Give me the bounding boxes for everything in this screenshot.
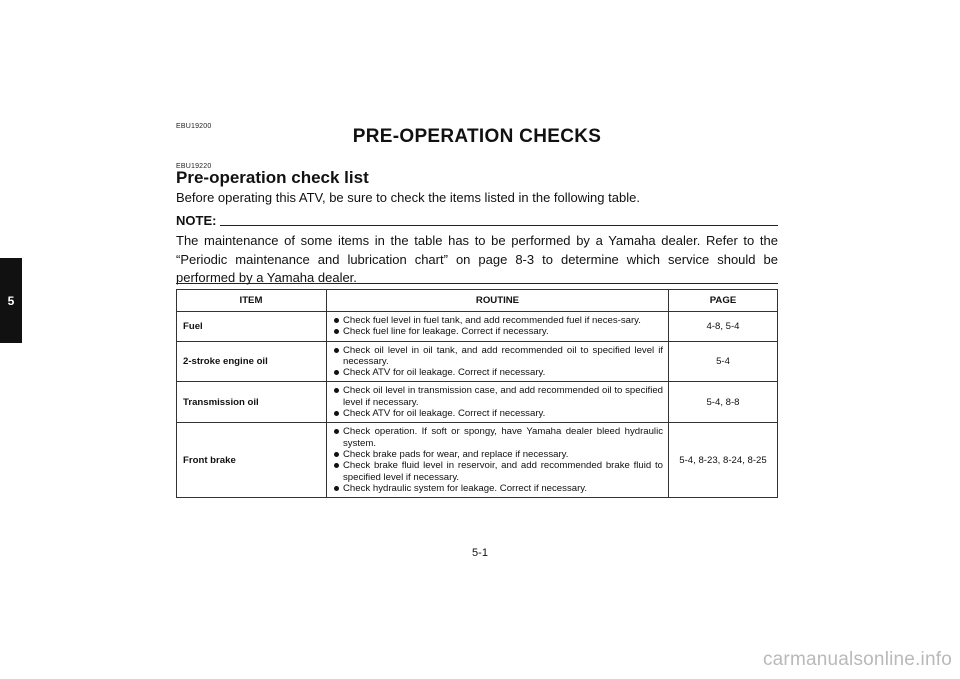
header-page: PAGE	[669, 290, 778, 312]
header-item: ITEM	[177, 290, 327, 312]
header-routine: ROUTINE	[327, 290, 669, 312]
routine-cell	[327, 341, 669, 382]
table-row	[177, 382, 778, 423]
bullet-icon	[334, 486, 339, 491]
bullet-icon	[334, 452, 339, 457]
note-label: NOTE:	[176, 213, 217, 228]
routine-cell	[327, 312, 669, 342]
page-cell: 5-4	[669, 341, 778, 382]
routine-step: Check brake fluid level in reservoir, and add recommended brake fluid to specified level if necessary.	[333, 460, 663, 483]
note-rule	[220, 225, 778, 226]
page-cell: 5-4, 8-8	[669, 382, 778, 423]
section-code: EBU19220	[176, 163, 212, 170]
page-number: 5-1	[472, 547, 488, 559]
routine-step: Check ATV for oil leakage. Correct if necessary.	[333, 367, 663, 378]
routine-step: Check operation. If soft or spongy, have Yamaha dealer bleed hydraulic system.	[333, 426, 663, 449]
bullet-icon	[334, 329, 339, 334]
page-cell: 4-8, 5-4	[669, 312, 778, 342]
routine-step: Check ATV for oil leakage. Correct if necessary.	[333, 408, 663, 419]
item-cell: Transmission oil	[177, 382, 327, 423]
bullet-icon	[334, 463, 339, 468]
routine-step: Check brake pads for wear, and replace if necessary.	[333, 449, 663, 460]
table-row	[177, 341, 778, 382]
chapter-tab: 5	[0, 258, 22, 343]
section-title: Pre-operation check list	[176, 168, 369, 187]
note-end-rule	[176, 283, 778, 284]
intro-text: Before operating this ATV, be sure to check the items listed in the following table.	[176, 190, 640, 205]
table-row	[177, 423, 778, 498]
pre-operation-check-table	[176, 289, 778, 498]
routine-step: Check fuel line for leakage. Correct if necessary.	[333, 326, 663, 337]
item-cell: Front brake	[177, 423, 327, 498]
bullet-icon	[334, 411, 339, 416]
routine-step: Check oil level in oil tank, and add recommended oil to specified level if necessary.	[333, 345, 663, 368]
note-header	[176, 214, 778, 228]
bullet-icon	[334, 318, 339, 323]
page-cell: 5-4, 8-23, 8-24, 8-25	[669, 423, 778, 498]
routine-step: Check fuel level in fuel tank, and add recommended fuel if neces-sary.	[333, 315, 663, 326]
bullet-icon	[334, 370, 339, 375]
chapter-code: EBU19200	[176, 123, 212, 130]
page-title: PRE-OPERATION CHECKS	[352, 126, 602, 147]
routine-cell	[327, 423, 669, 498]
watermark: carmanualsonline.info	[762, 649, 952, 670]
table-header-row	[177, 290, 778, 312]
bullet-icon	[334, 388, 339, 393]
item-cell: 2-stroke engine oil	[177, 341, 327, 382]
bullet-icon	[334, 348, 339, 353]
routine-step: Check oil level in transmission case, and add recommended oil to specified level if necessary.	[333, 385, 663, 408]
bullet-icon	[334, 429, 339, 434]
table-row	[177, 312, 778, 342]
routine-step: Check hydraulic system for leakage. Correct if necessary.	[333, 483, 663, 494]
note-text: The maintenance of some items in the table has to be performed by a Yamaha dealer. Refer to the “Periodic maintenance and lubrication chart” on page 8-3 to determine which service should be performed by a Yamaha dealer.	[176, 233, 778, 285]
item-cell: Fuel	[177, 312, 327, 342]
routine-cell	[327, 382, 669, 423]
